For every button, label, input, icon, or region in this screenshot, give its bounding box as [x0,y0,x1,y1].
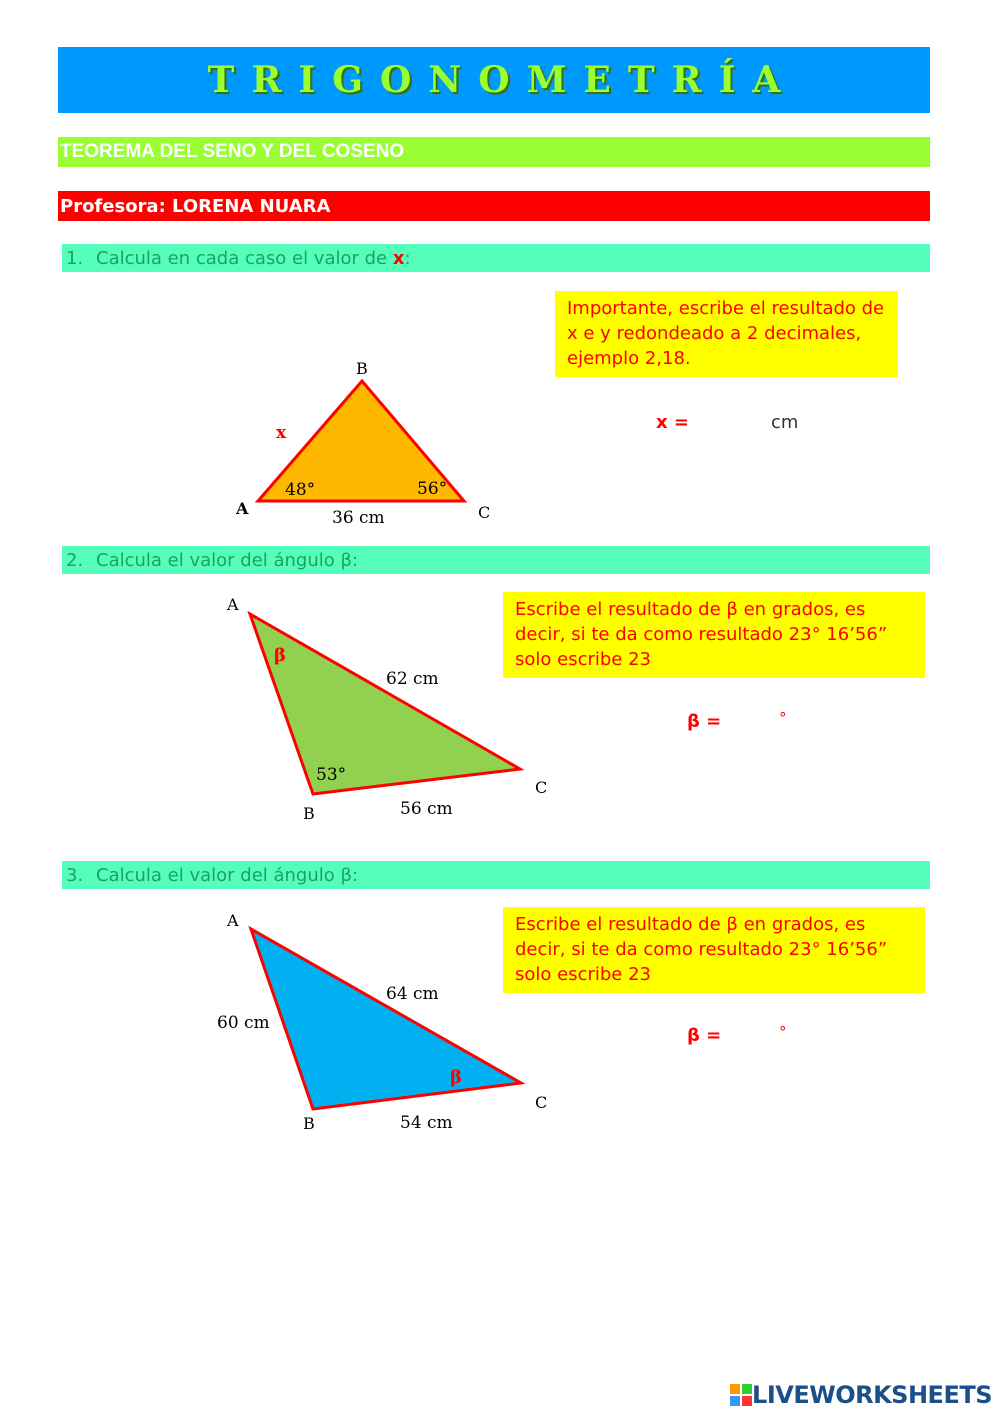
teacher-name: Profesora: LORENA NUARA [60,195,331,217]
page-subtitle: TEOREMA DEL SENO Y DEL COSENO [60,141,405,162]
question-2-prompt: Calcula el valor del ángulo β: [96,549,359,571]
triangle-3-vertex-a: A [227,911,239,930]
liveworksheets-logo-text: LIVEWORKSHEETS [752,1381,992,1409]
question-3-number: 3. [66,864,84,886]
answer-3-label: β = [687,1025,722,1046]
triangle-3-vertex-c: C [535,1093,548,1112]
answer-3-unit: ° [779,1023,787,1041]
question-3-prompt: Calcula el valor del ángulo β: [96,864,359,886]
question-1-colon: : [404,247,411,269]
triangle-3-vertex-b: B [303,1114,315,1133]
answer-2-input[interactable] [722,710,772,734]
triangle-1-side-x: x [276,423,287,443]
answer-1-unit: cm [771,412,799,433]
triangle-3-shape [251,929,521,1109]
page-title: TRIGONOMETRÍA [207,59,798,101]
question-2-note: Escribe el resultado de β en grados, es decir, si te da como resultado 23° 16’56” solo escribe 23 [503,592,925,678]
triangle-2-vertex-b: B [303,804,315,823]
question-3-bar [62,861,930,889]
triangle-2-side-bc: 56 cm [400,799,453,819]
question-2-text [62,550,358,571]
triangle-2 [226,595,547,823]
triangle-2-vertex-c: C [535,778,548,797]
answer-1-label: x = [656,412,689,433]
triangle-3-side-bc: 54 cm [400,1113,453,1133]
question-1-note: Importante, escribe el resultado de x e y redondeado a 2 decimales, ejemplo 2,18. [555,291,898,377]
triangle-3 [217,911,547,1133]
answer-2-unit: ° [779,709,787,727]
triangle-2-angle-b: 53° [316,765,347,785]
triangle-1-side-ac: 36 cm [332,508,385,528]
triangle-1-angle-c: 56° [417,479,448,499]
triangle-2-side-ac: 62 cm [386,669,439,689]
question-2-bar [62,546,930,574]
triangle-1-vertex-c: C [478,503,491,522]
question-1-prompt: Calcula en cada caso el valor de [96,247,393,269]
triangle-1-vertex-a: A [236,499,249,518]
triangle-2-shape [250,614,520,794]
liveworksheets-logo-icon [730,1384,752,1406]
triangle-1-angle-a: 48° [285,480,316,500]
triangle-3-side-ac: 64 cm [386,984,439,1004]
question-2-number: 2. [66,549,84,571]
triangle-3-angle-beta: β [450,1067,462,1088]
answer-1-input[interactable] [700,411,760,435]
liveworksheets-logo [730,1381,992,1409]
triangle-1 [235,359,490,528]
answer-3-input[interactable] [722,1024,772,1048]
question-1-variable: x [392,247,405,269]
question-3-text [62,865,358,886]
question-3-note: Escribe el resultado de β en grados, es decir, si te da como resultado 23° 16’56” solo escribe 23 [503,907,925,993]
question-1-number: 1. [66,247,84,269]
triangle-2-angle-beta: β [274,645,286,666]
triangle-2-vertex-a: A [227,595,239,614]
triangle-1-vertex-b: B [356,359,368,378]
answer-2-label: β = [687,711,722,732]
triangle-3-side-ab: 60 cm [217,1013,270,1033]
